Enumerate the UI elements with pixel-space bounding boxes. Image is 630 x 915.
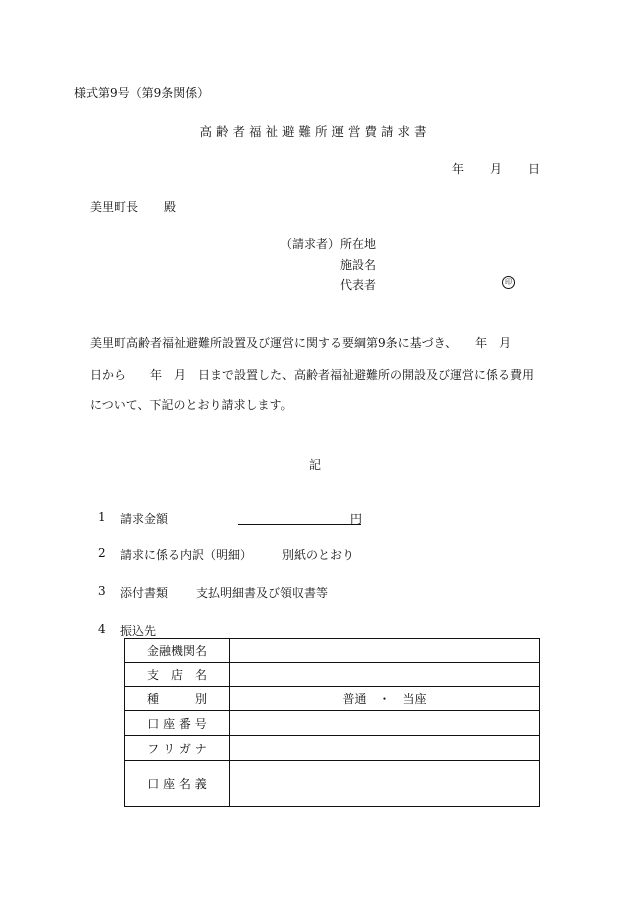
form-number: 様式第9号（第9条関係）	[74, 86, 210, 100]
account-type-options[interactable]: 普通 ・ 当座	[230, 687, 540, 711]
table-row	[125, 663, 540, 687]
addressee: 美里町長	[90, 200, 139, 214]
body-text-line-1: 美里町高齢者福祉避難所設置及び運営に関する要綱第9条に基づき、 年 月	[90, 336, 512, 350]
item2-label: 請求に係る内訳（明細）	[120, 548, 253, 562]
table-row	[125, 711, 540, 736]
table-row	[125, 687, 540, 711]
ki-heading: 記	[308, 458, 321, 472]
body-text-line-2: 日から 年 月 日まで設置した、高齢者福祉避難所の開設及び運営に係る費用	[90, 368, 535, 382]
branch-name-field[interactable]	[230, 663, 540, 687]
item4-number: 4	[98, 622, 106, 636]
representative-label: 代表者	[340, 278, 377, 292]
account-type-label: 種 別	[125, 687, 230, 711]
item1-number: 1	[98, 510, 106, 524]
bank-name-field[interactable]	[230, 639, 540, 663]
account-name-field[interactable]	[230, 761, 540, 807]
table-row	[125, 736, 540, 761]
date-year-label: 年	[452, 162, 465, 176]
bank-name-label: 金融機関名	[125, 639, 230, 663]
addressee-honorific: 殿	[164, 200, 177, 214]
account-name-label: 口 座 名 義	[125, 761, 230, 807]
amount-unit: 円	[350, 512, 363, 526]
body-text-line-3: について、下記のとおり請求します。	[90, 398, 293, 412]
item3-value: 支払明細書及び領収書等	[196, 586, 329, 600]
requester-label: （請求者）	[280, 237, 341, 251]
date-month-label: 月	[490, 162, 503, 176]
item1-label: 請求金額	[120, 512, 169, 526]
date-day-label: 日	[528, 162, 541, 176]
account-number-label: 口 座 番 号	[125, 711, 230, 736]
item4-label: 振込先	[120, 624, 157, 638]
account-number-field[interactable]	[230, 711, 540, 736]
table-row	[125, 639, 540, 663]
facility-label: 施設名	[340, 258, 377, 272]
table-row	[125, 761, 540, 807]
address-label: 所在地	[340, 237, 377, 251]
item2-number: 2	[98, 546, 106, 560]
seal-mark: 印	[502, 276, 515, 289]
document-title: 高齢者福祉避難所運営費請求書	[199, 124, 431, 139]
bank-transfer-table	[124, 638, 540, 807]
item3-number: 3	[98, 584, 106, 598]
furigana-label: フ リ ガ ナ	[125, 736, 230, 761]
item3-label: 添付書類	[120, 586, 169, 600]
furigana-field[interactable]	[230, 736, 540, 761]
amount-blank-line[interactable]	[238, 510, 361, 525]
branch-name-label: 支 店 名	[125, 663, 230, 687]
item2-value: 別紙のとおり	[282, 548, 355, 562]
